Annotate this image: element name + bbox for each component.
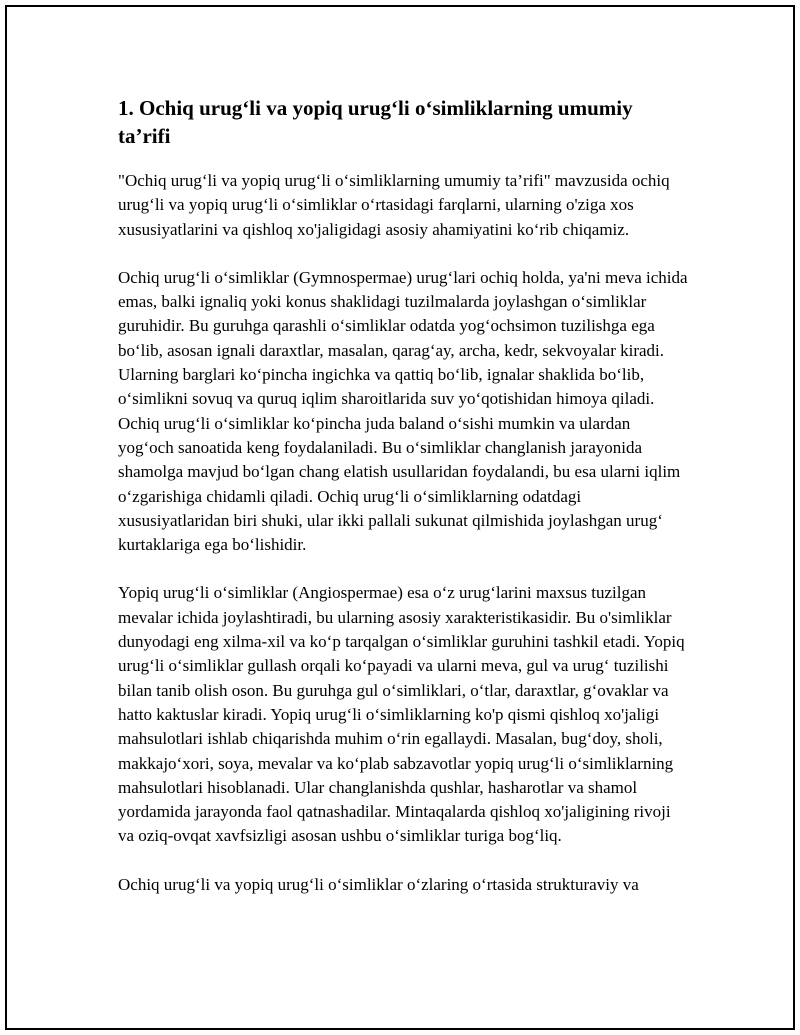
paragraph-intro: "Ochiq urug‘li va yopiq urug‘li o‘simliklarning umumiy ta’rifi" mavzusida ochiq urug‘li va yopiq urug‘li o‘simliklar o‘rtasidagi farqlarni, ularning o'ziga xos xususiyatlarini va qishloq xo'jaligidagi asosiy ahamiyatini ko‘rib chiqamiz. (118, 171, 670, 239)
paragraph-angiosperms: Yopiq urug‘li o‘simliklar (Angiospermae) esa o‘z urug‘larini maxsus tuzilgan mevalar ichida joylashtiradi, bu ularning asosiy xarakteristikasidir. Bu o'simliklar dunyodagi eng xilma-xil va ko‘p tarqalgan o‘simliklar guruhini tashkil etadi. Yopiq urug‘li o‘simliklar gullash orqali ko‘payadi va ularni meva, gul va urug‘ tuzilishi bilan tanib olish oson. Bu guruhga gul o‘simliklari, o‘tlar, daraxtlar, g‘ovaklar va hatto kaktuslar kiradi. Yopiq urug‘li o‘simliklarning ko'p qismi qishloq xo'jaligi mahsulotlari ishlab chiqarishda muhim o‘rin egallaydi. Masalan, bug‘doy, sholi, makkajo‘xori, soya, mevalar va ko‘plab sabzavotlar yopiq urug‘li o‘simliklarning mahsulotlari hisoblanadi. Ular changlanishda qushlar, hasharotlar va shamol yordamida jarayonda faol qatnashadilar. Mintaqalarda qishloq xo'jaligining rivoji va oziq-ovqat xavfsizligi asosan ushbu o‘simliklar turiga bog‘liq. (118, 583, 685, 846)
document-body (118, 94, 688, 921)
section-title: 1. Ochiq urug‘li va yopiq urug‘li o‘simliklarning umumiy ta’rifi (118, 96, 633, 148)
paragraph-gymnosperms: Ochiq urug‘li o‘simliklar (Gymnospermae) urug‘lari ochiq holda, ya'ni meva ichida emas, balki ignaliq yoki konus shaklidagi tuzilmalarda joylashgan o‘simliklar guruhidir. Bu guruhga qarashli o‘simliklar odatda yog‘ochsimon tuzilishga ega bo‘lib, asosan ignali daraxtlar, masalan, qarag‘ay, archa, kedr, sekvoyalar kiradi. Ularning barglari ko‘pincha ingichka va qattiq bo‘lib, ignalar shaklida bo‘lib, o‘simlikni sovuq va quruq iqlim sharoitlarida suv yo‘qotishidan himoya qiladi. Ochiq urug‘li o‘simliklar ko‘pincha juda baland o‘sishi mumkin va ulardan yog‘och sanoatida keng foydalaniladi. Bu o‘simliklar changlanish jarayonida shamolga mavjud bo‘lgan chang elatish usullaridan foydalandi, bu esa ularni iqlim o‘zgarishiga chidamli qiladi. Ochiq urug‘li o‘simliklarning odatdagi xususiyatlaridan biri shuki, ular ikki pallali sukunat qilmishida joylashgan urug‘ kurtaklariga ega bo‘lishidir. (118, 267, 688, 555)
paragraph-comparison: Ochiq urug‘li va yopiq urug‘li o‘simliklar o‘zlaring o‘rtasida strukturaviy va (118, 874, 639, 894)
